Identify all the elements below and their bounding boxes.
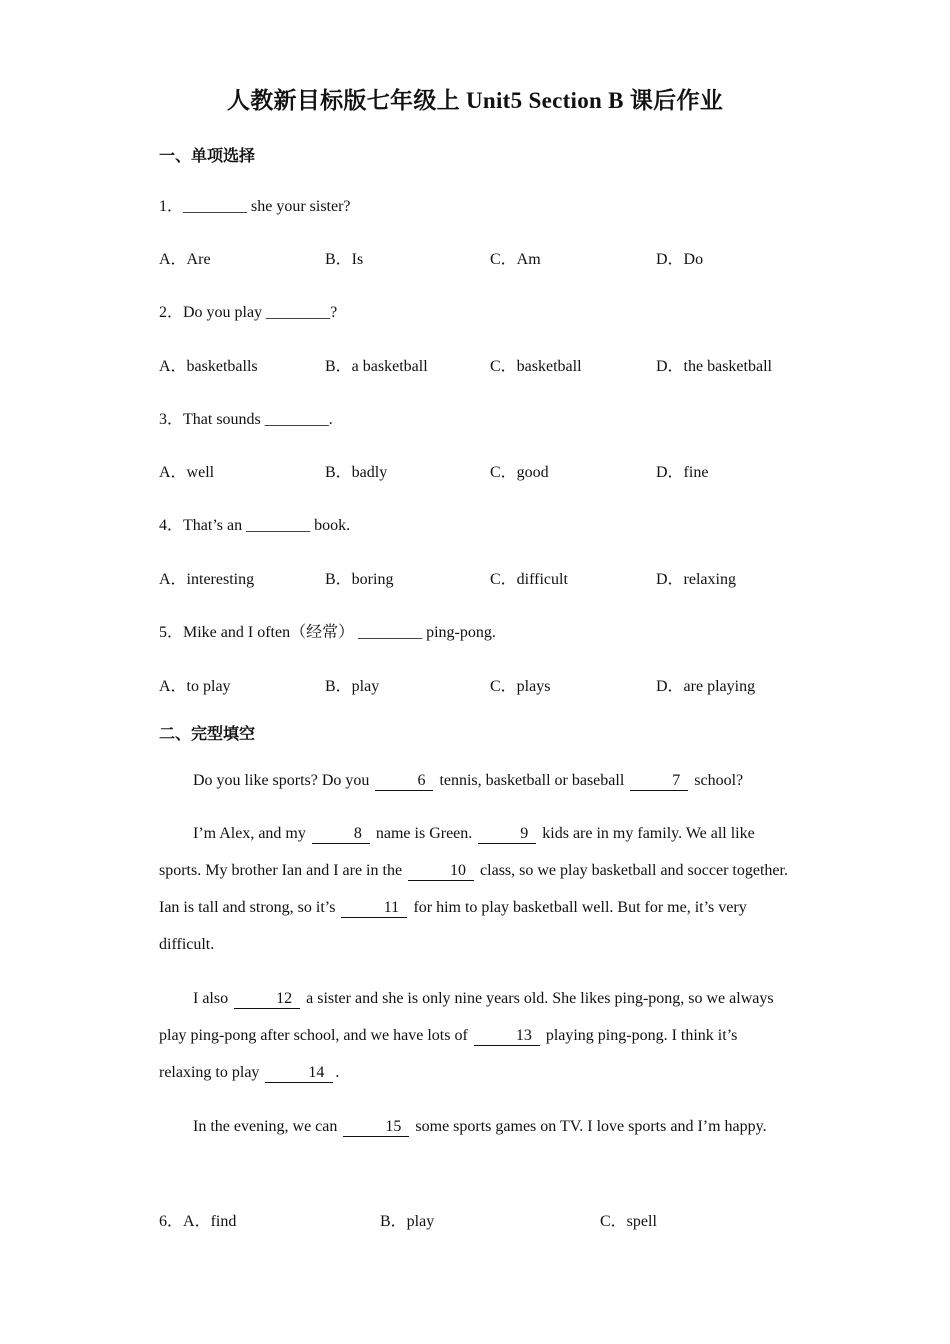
option-b[interactable]: B．play — [380, 1213, 435, 1230]
question-5-stem: 5．Mike and I often（经常） ________ ping-pong. — [159, 624, 496, 641]
passage-text: kids are in my family. We all like sports. My brother Ian and I are in the — [159, 825, 755, 879]
blank-9[interactable]: 9 — [478, 825, 536, 844]
cloze-paragraph-2 — [159, 815, 791, 963]
option-d[interactable]: D．relaxing — [656, 571, 736, 588]
passage-text: In the evening, we can — [193, 1118, 338, 1135]
passage-text: I’m Alex, and my — [193, 825, 306, 842]
blank-14[interactable]: 14 — [265, 1064, 333, 1083]
blank-6[interactable]: 6 — [375, 772, 433, 791]
option-d[interactable]: D．Do — [656, 251, 704, 268]
blank-12[interactable]: 12 — [234, 990, 300, 1009]
option-c[interactable]: C．basketball — [490, 358, 582, 375]
passage-text: tennis, basketball or baseball — [439, 772, 625, 789]
option-d[interactable]: D．the basketball — [656, 358, 772, 375]
question-2-options — [159, 353, 799, 375]
cloze-paragraph-3 — [159, 980, 791, 1091]
cloze-paragraph-1 — [159, 762, 791, 799]
option-a[interactable]: A．interesting — [159, 571, 255, 588]
option-a[interactable] — [159, 1208, 236, 1231]
option-b[interactable]: B．Is — [325, 251, 364, 268]
question-3-stem: 3．That sounds ________. — [159, 411, 333, 428]
passage-text: . — [335, 1064, 340, 1081]
option-c[interactable]: C．Am — [490, 251, 541, 268]
passage-text: Do you like sports? Do you — [193, 772, 370, 789]
passage-text: school? — [694, 772, 744, 789]
option-d[interactable]: D．fine — [656, 464, 709, 481]
option-a[interactable]: A．Are — [159, 251, 211, 268]
option-d[interactable]: D．are playing — [656, 678, 756, 695]
passage-text: playing ping-pong. I think it’s relaxing to play — [159, 1027, 738, 1081]
question-5-options — [159, 673, 799, 695]
question-6-number: 6． — [159, 1213, 184, 1230]
option-a[interactable]: A．basketballs — [159, 358, 258, 375]
option-c[interactable]: C．spell — [600, 1213, 657, 1230]
option-a[interactable]: A．to play — [159, 678, 231, 695]
blank-10[interactable]: 10 — [408, 862, 474, 881]
question-3-options — [159, 459, 799, 481]
option-b[interactable]: B．badly — [325, 464, 388, 481]
question-6-options — [159, 1208, 799, 1230]
passage-text: a sister and she is only nine years old. She likes ping-pong, so we always play ping-pong after school, and we have lots of — [159, 990, 774, 1044]
passage-text: name is Green. — [375, 825, 473, 842]
passage-text: I also — [193, 990, 229, 1007]
passage-text: for him to play basketball well. But for me, it’s very difficult. — [159, 899, 747, 953]
question-1-options — [159, 246, 799, 268]
option-c[interactable]: C．plays — [490, 678, 551, 695]
option-a[interactable]: A．well — [159, 464, 215, 481]
blank-15[interactable]: 15 — [343, 1118, 409, 1137]
passage-text: some sports games on TV. I love sports and I’m happy. — [415, 1118, 767, 1135]
question-4-options — [159, 566, 799, 588]
option-c[interactable]: C．good — [490, 464, 549, 481]
blank-7[interactable]: 7 — [630, 772, 688, 791]
passage-text: class, so we play basketball and soccer together. Ian is tall and strong, so it’s — [159, 862, 788, 916]
option-b[interactable]: B．boring — [325, 571, 394, 588]
cloze-paragraph-4 — [159, 1108, 791, 1145]
page-title: 人教新目标版七年级上 Unit5 Section B 课后作业 — [226, 88, 724, 113]
section-heading-cloze: 二、完型填空 — [159, 724, 256, 743]
question-2-stem: 2．Do you play ________? — [159, 304, 338, 321]
option-c[interactable]: C．difficult — [490, 571, 568, 588]
option-b[interactable]: B．a basketball — [325, 358, 428, 375]
section-heading-multiple-choice: 一、单项选择 — [159, 146, 256, 165]
option-b[interactable]: B．play — [325, 678, 380, 695]
blank-13[interactable]: 13 — [474, 1027, 540, 1046]
blank-11[interactable]: 11 — [341, 899, 407, 918]
blank-8[interactable]: 8 — [312, 825, 370, 844]
question-1-stem: 1．________ she your sister? — [159, 198, 351, 215]
question-4-stem: 4．That’s an ________ book. — [159, 517, 351, 534]
option-a-text: A．find — [183, 1213, 237, 1230]
